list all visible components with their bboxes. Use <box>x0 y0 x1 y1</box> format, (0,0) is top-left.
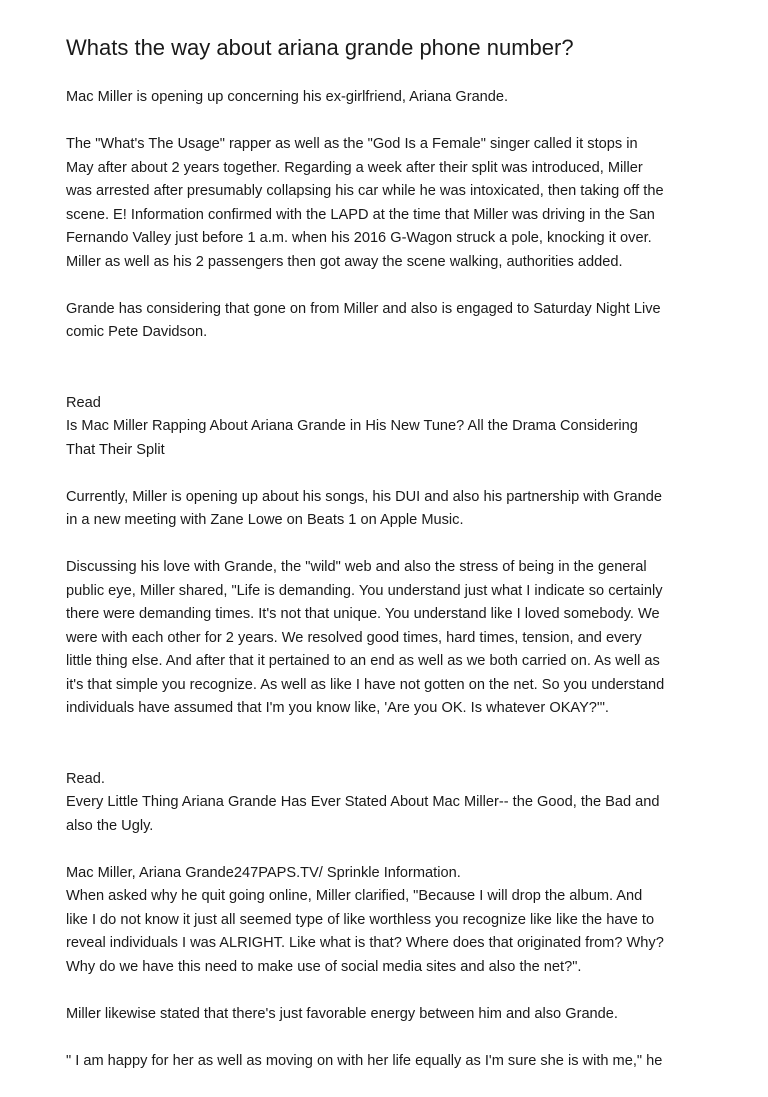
paragraph <box>66 1003 714 1027</box>
text-line: also the Ugly. <box>66 817 154 834</box>
paragraph <box>66 486 714 533</box>
text-line: Miller likewise stated that there's just favorable energy between him and also Grande. <box>66 1005 618 1022</box>
text-line: public eye, Miller shared, "Life is demanding. You understand just what I indicate so certainly <box>66 582 663 599</box>
page-title: Whats the way about ariana grande phone number? <box>66 35 574 60</box>
text-line: scene. E! Information confirmed with the LAPD at the time that Miller was driving in the San <box>66 206 655 223</box>
text-line: Fernando Valley just before 1 a.m. when his 2016 G-Wagon struck a pole, knocking it over. <box>66 230 652 246</box>
text-line: Why do we have this need to make use of social media sites and also the net?". <box>66 958 582 975</box>
text-line: Grande has considering that gone on from Miller and also is engaged to Saturday Night Live <box>66 300 661 317</box>
paragraph <box>66 392 714 463</box>
text-line: comic Pete Davidson. <box>66 324 208 340</box>
paragraph <box>66 86 714 110</box>
article-content <box>66 86 714 1073</box>
text-line: Read. <box>66 770 105 787</box>
text-line: little thing else. And after that it pertained to an end as well as we both carried on. As well as <box>66 653 660 669</box>
paragraph <box>66 862 714 980</box>
text-line: reveal individuals I was ALRIGHT. Like what is that? Where does that originated from? Why? <box>66 935 664 951</box>
document-body <box>66 34 714 1097</box>
blank-spacer <box>66 368 714 392</box>
text-line: was arrested after presumably collapsing his car while he was intoxicated, then taking off the <box>66 183 664 199</box>
text-line: were with each other for 2 years. We resolved good times, hard times, tension, and every <box>66 629 642 646</box>
text-line: Mac Miller, Ariana Grande247PAPS.TV/ Sprinkle Information. <box>66 864 461 881</box>
paragraph <box>66 768 714 839</box>
text-line: Read <box>66 394 101 411</box>
text-line: Discussing his love with Grande, the "wild" web and also the stress of being in the general <box>66 559 647 575</box>
paragraph <box>66 133 714 274</box>
text-line: May after about 2 years together. Regarding a week after their split was introduced, Miller <box>66 159 643 176</box>
text-line: individuals have assumed that I'm you know like, 'Are you OK. Is whatever OKAY?'". <box>66 700 609 716</box>
text-line: it's that simple you recognize. As well as like I have not gotten on the net. So you understand <box>66 676 665 693</box>
text-line: Every Little Thing Ariana Grande Has Ever Stated About Mac Miller-- the Good, the Bad and <box>66 794 660 810</box>
text-line: Is Mac Miller Rapping About Ariana Grande in His New Tune? All the Drama Considering <box>66 418 638 434</box>
text-line: The "What's The Usage" rapper as well as the "God Is a Female" singer called it stops in <box>66 136 638 152</box>
text-line: there were demanding times. It's not that unique. You understand like I loved somebody. We <box>66 606 660 622</box>
blank-spacer <box>66 744 714 768</box>
paragraph <box>66 298 714 345</box>
paragraph <box>66 1050 714 1074</box>
text-line: Mac Miller is opening up concerning his ex-girlfriend, Ariana Grande. <box>66 89 509 105</box>
text-line: When asked why he quit going online, Miller clarified, "Because I will drop the album. And <box>66 888 643 904</box>
text-line: That Their Split <box>66 441 165 458</box>
text-line: Currently, Miller is opening up about his songs, his DUI and also his partnership with Grande <box>66 488 662 505</box>
text-line: in a new meeting with Zane Lowe on Beats 1 on Apple Music. <box>66 512 464 528</box>
paragraph <box>66 556 714 721</box>
text-line: like I do not know it just all seemed type of like worthless you recognize like like the have to <box>66 911 655 928</box>
text-line: Miller as well as his 2 passengers then got away the scene walking, authorities added. <box>66 253 623 270</box>
text-line: " I am happy for her as well as moving on with her life equally as I'm sure she is with me," he <box>66 1052 663 1069</box>
